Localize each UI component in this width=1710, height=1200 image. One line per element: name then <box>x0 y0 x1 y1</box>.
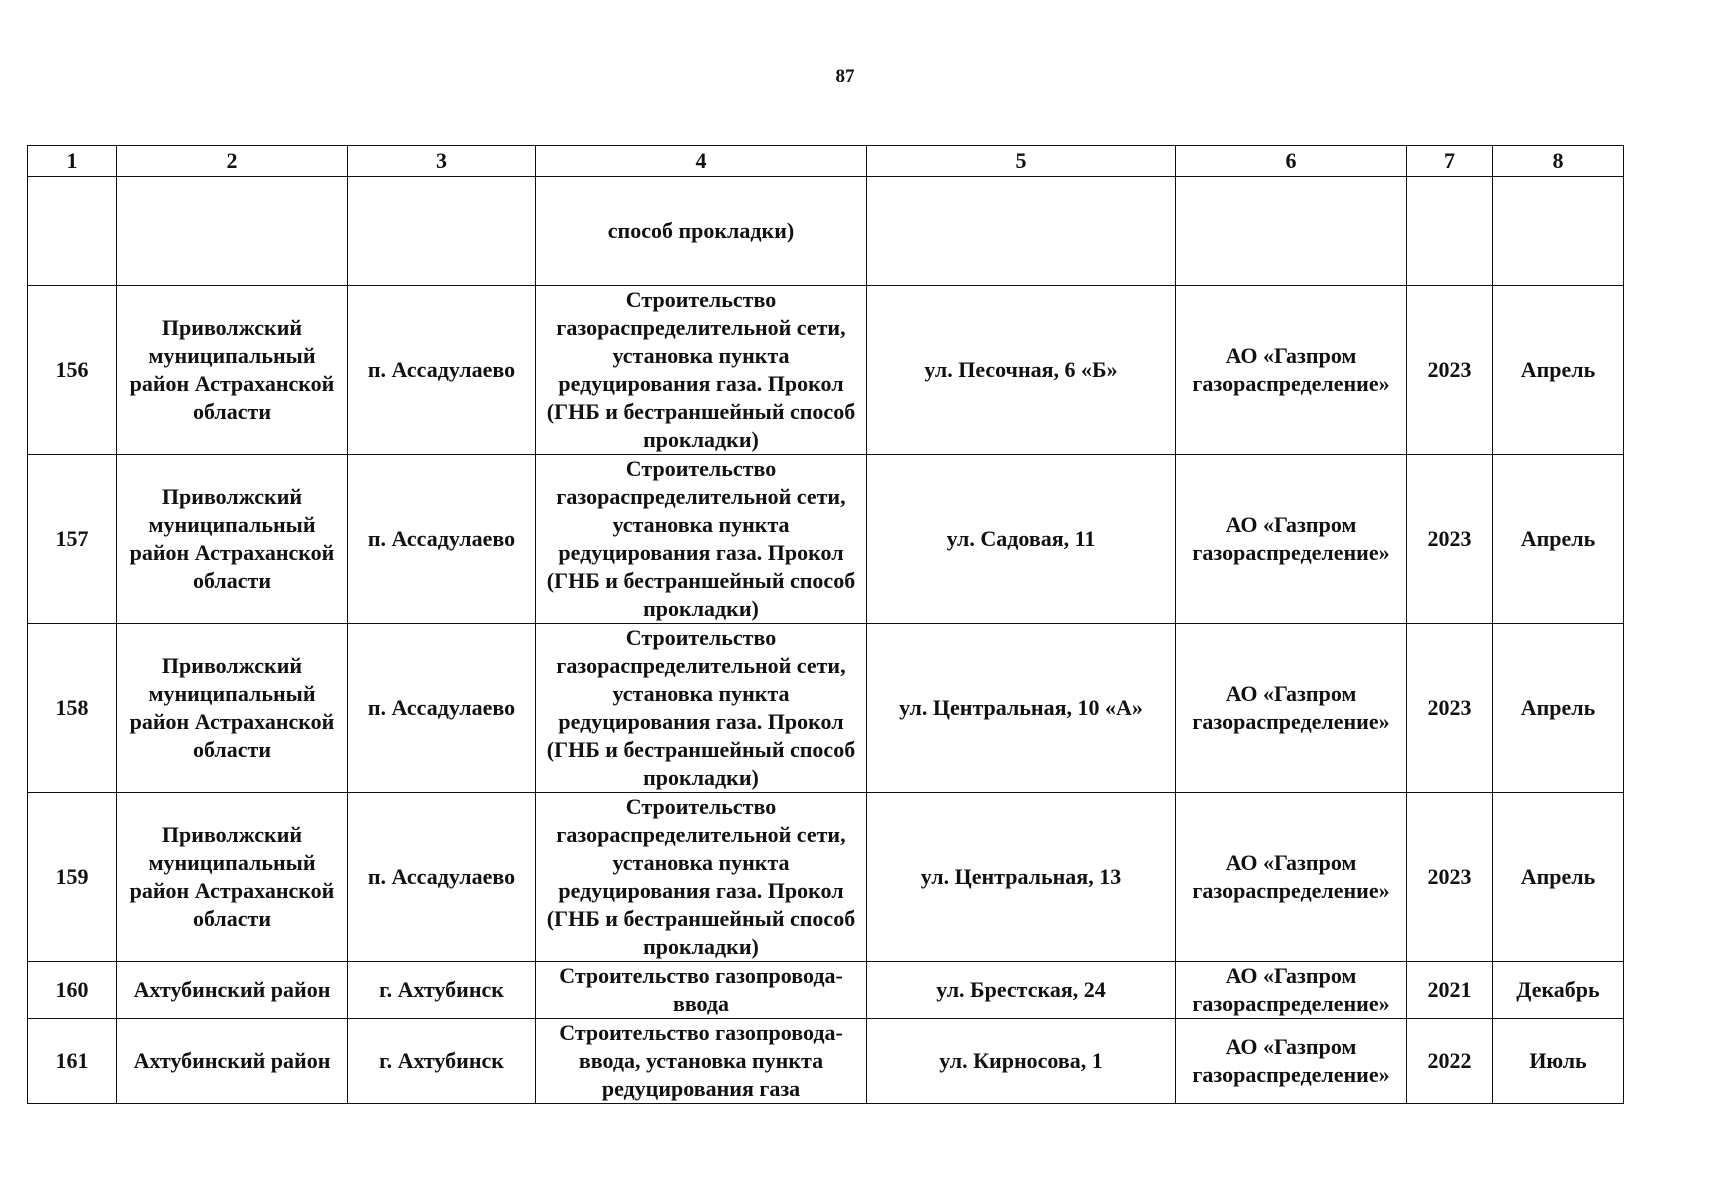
org-cell: АО «Газпром газораспределение» <box>1176 793 1407 962</box>
district-cell: Ахтубинский район <box>117 1019 348 1104</box>
year-cell: 2021 <box>1407 962 1493 1019</box>
row-number: 159 <box>28 793 117 962</box>
month-cell: Апрель <box>1493 455 1624 624</box>
header-cell: 6 <box>1176 146 1407 177</box>
address-cell: ул. Садовая, 11 <box>867 455 1176 624</box>
address-cell: ул. Кирносова, 1 <box>867 1019 1176 1104</box>
header-cell: 8 <box>1493 146 1624 177</box>
address-cell: ул. Брестская, 24 <box>867 962 1176 1019</box>
settlement-cell: г. Ахтубинск <box>348 962 536 1019</box>
district-cell: Ахтубинский район <box>117 962 348 1019</box>
table-row <box>28 286 1624 455</box>
month-cell: Декабрь <box>1493 962 1624 1019</box>
year-cell: 2023 <box>1407 455 1493 624</box>
page-number: 87 <box>835 66 855 87</box>
work-cell: Строительство газораспределительной сети, установка пункта редуцирования газа. Прокол (ГНБ и бестраншейный способ прокладки) <box>536 286 867 455</box>
address-cell: ул. Центральная, 13 <box>867 793 1176 962</box>
district-cell: Приволжский муниципальный район Астраханской области <box>117 624 348 793</box>
table-cell <box>1493 177 1624 286</box>
address-cell: ул. Центральная, 10 «А» <box>867 624 1176 793</box>
header-row <box>28 146 1624 177</box>
district-cell: Приволжский муниципальный район Астраханской области <box>117 455 348 624</box>
row-number: 160 <box>28 962 117 1019</box>
table-cell <box>1176 177 1407 286</box>
org-cell: АО «Газпром газораспределение» <box>1176 624 1407 793</box>
header-cell: 2 <box>117 146 348 177</box>
settlement-cell: г. Ахтубинск <box>348 1019 536 1104</box>
work-cell: Строительство газораспределительной сети, установка пункта редуцирования газа. Прокол (ГНБ и бестраншейный способ прокладки) <box>536 624 867 793</box>
org-cell: АО «Газпром газораспределение» <box>1176 962 1407 1019</box>
district-cell: Приволжский муниципальный район Астраханской области <box>117 793 348 962</box>
table-cell <box>1407 177 1493 286</box>
org-cell: АО «Газпром газораспределение» <box>1176 455 1407 624</box>
settlement-cell: п. Ассадулаево <box>348 286 536 455</box>
table-cell <box>28 177 117 286</box>
year-cell: 2023 <box>1407 286 1493 455</box>
table-cell <box>867 177 1176 286</box>
org-cell: АО «Газпром газораспределение» <box>1176 1019 1407 1104</box>
settlement-cell: п. Ассадулаево <box>348 793 536 962</box>
settlement-cell: п. Ассадулаево <box>348 624 536 793</box>
table-row <box>28 1019 1624 1104</box>
org-cell: АО «Газпром газораспределение» <box>1176 286 1407 455</box>
month-cell: Апрель <box>1493 624 1624 793</box>
month-cell: Июль <box>1493 1019 1624 1104</box>
table-row <box>28 455 1624 624</box>
data-table <box>27 145 1624 1104</box>
header-cell: 1 <box>28 146 117 177</box>
year-cell: 2022 <box>1407 1019 1493 1104</box>
table-cell <box>117 177 348 286</box>
table-row <box>28 624 1624 793</box>
header-cell: 3 <box>348 146 536 177</box>
work-cell: Строительство газораспределительной сети, установка пункта редуцирования газа. Прокол (ГНБ и бестраншейный способ прокладки) <box>536 793 867 962</box>
table-row <box>28 962 1624 1019</box>
settlement-cell: п. Ассадулаево <box>348 455 536 624</box>
row-number: 161 <box>28 1019 117 1104</box>
work-cell: Строительство газораспределительной сети, установка пункта редуцирования газа. Прокол (ГНБ и бестраншейный способ прокладки) <box>536 455 867 624</box>
row-number: 156 <box>28 286 117 455</box>
month-cell: Апрель <box>1493 793 1624 962</box>
address-cell: ул. Песочная, 6 «Б» <box>867 286 1176 455</box>
district-cell: Приволжский муниципальный район Астраханской области <box>117 286 348 455</box>
work-cell: Строительство газопровода-ввода <box>536 962 867 1019</box>
row-number: 158 <box>28 624 117 793</box>
continuation-row <box>28 177 1624 286</box>
table-cell <box>348 177 536 286</box>
header-cell: 5 <box>867 146 1176 177</box>
row-number: 157 <box>28 455 117 624</box>
year-cell: 2023 <box>1407 793 1493 962</box>
table-row <box>28 793 1624 962</box>
month-cell: Апрель <box>1493 286 1624 455</box>
header-cell: 4 <box>536 146 867 177</box>
table-cell: способ прокладки) <box>536 177 867 286</box>
header-cell: 7 <box>1407 146 1493 177</box>
work-cell: Строительство газопровода-ввода, установка пункта редуцирования газа <box>536 1019 867 1104</box>
year-cell: 2023 <box>1407 624 1493 793</box>
